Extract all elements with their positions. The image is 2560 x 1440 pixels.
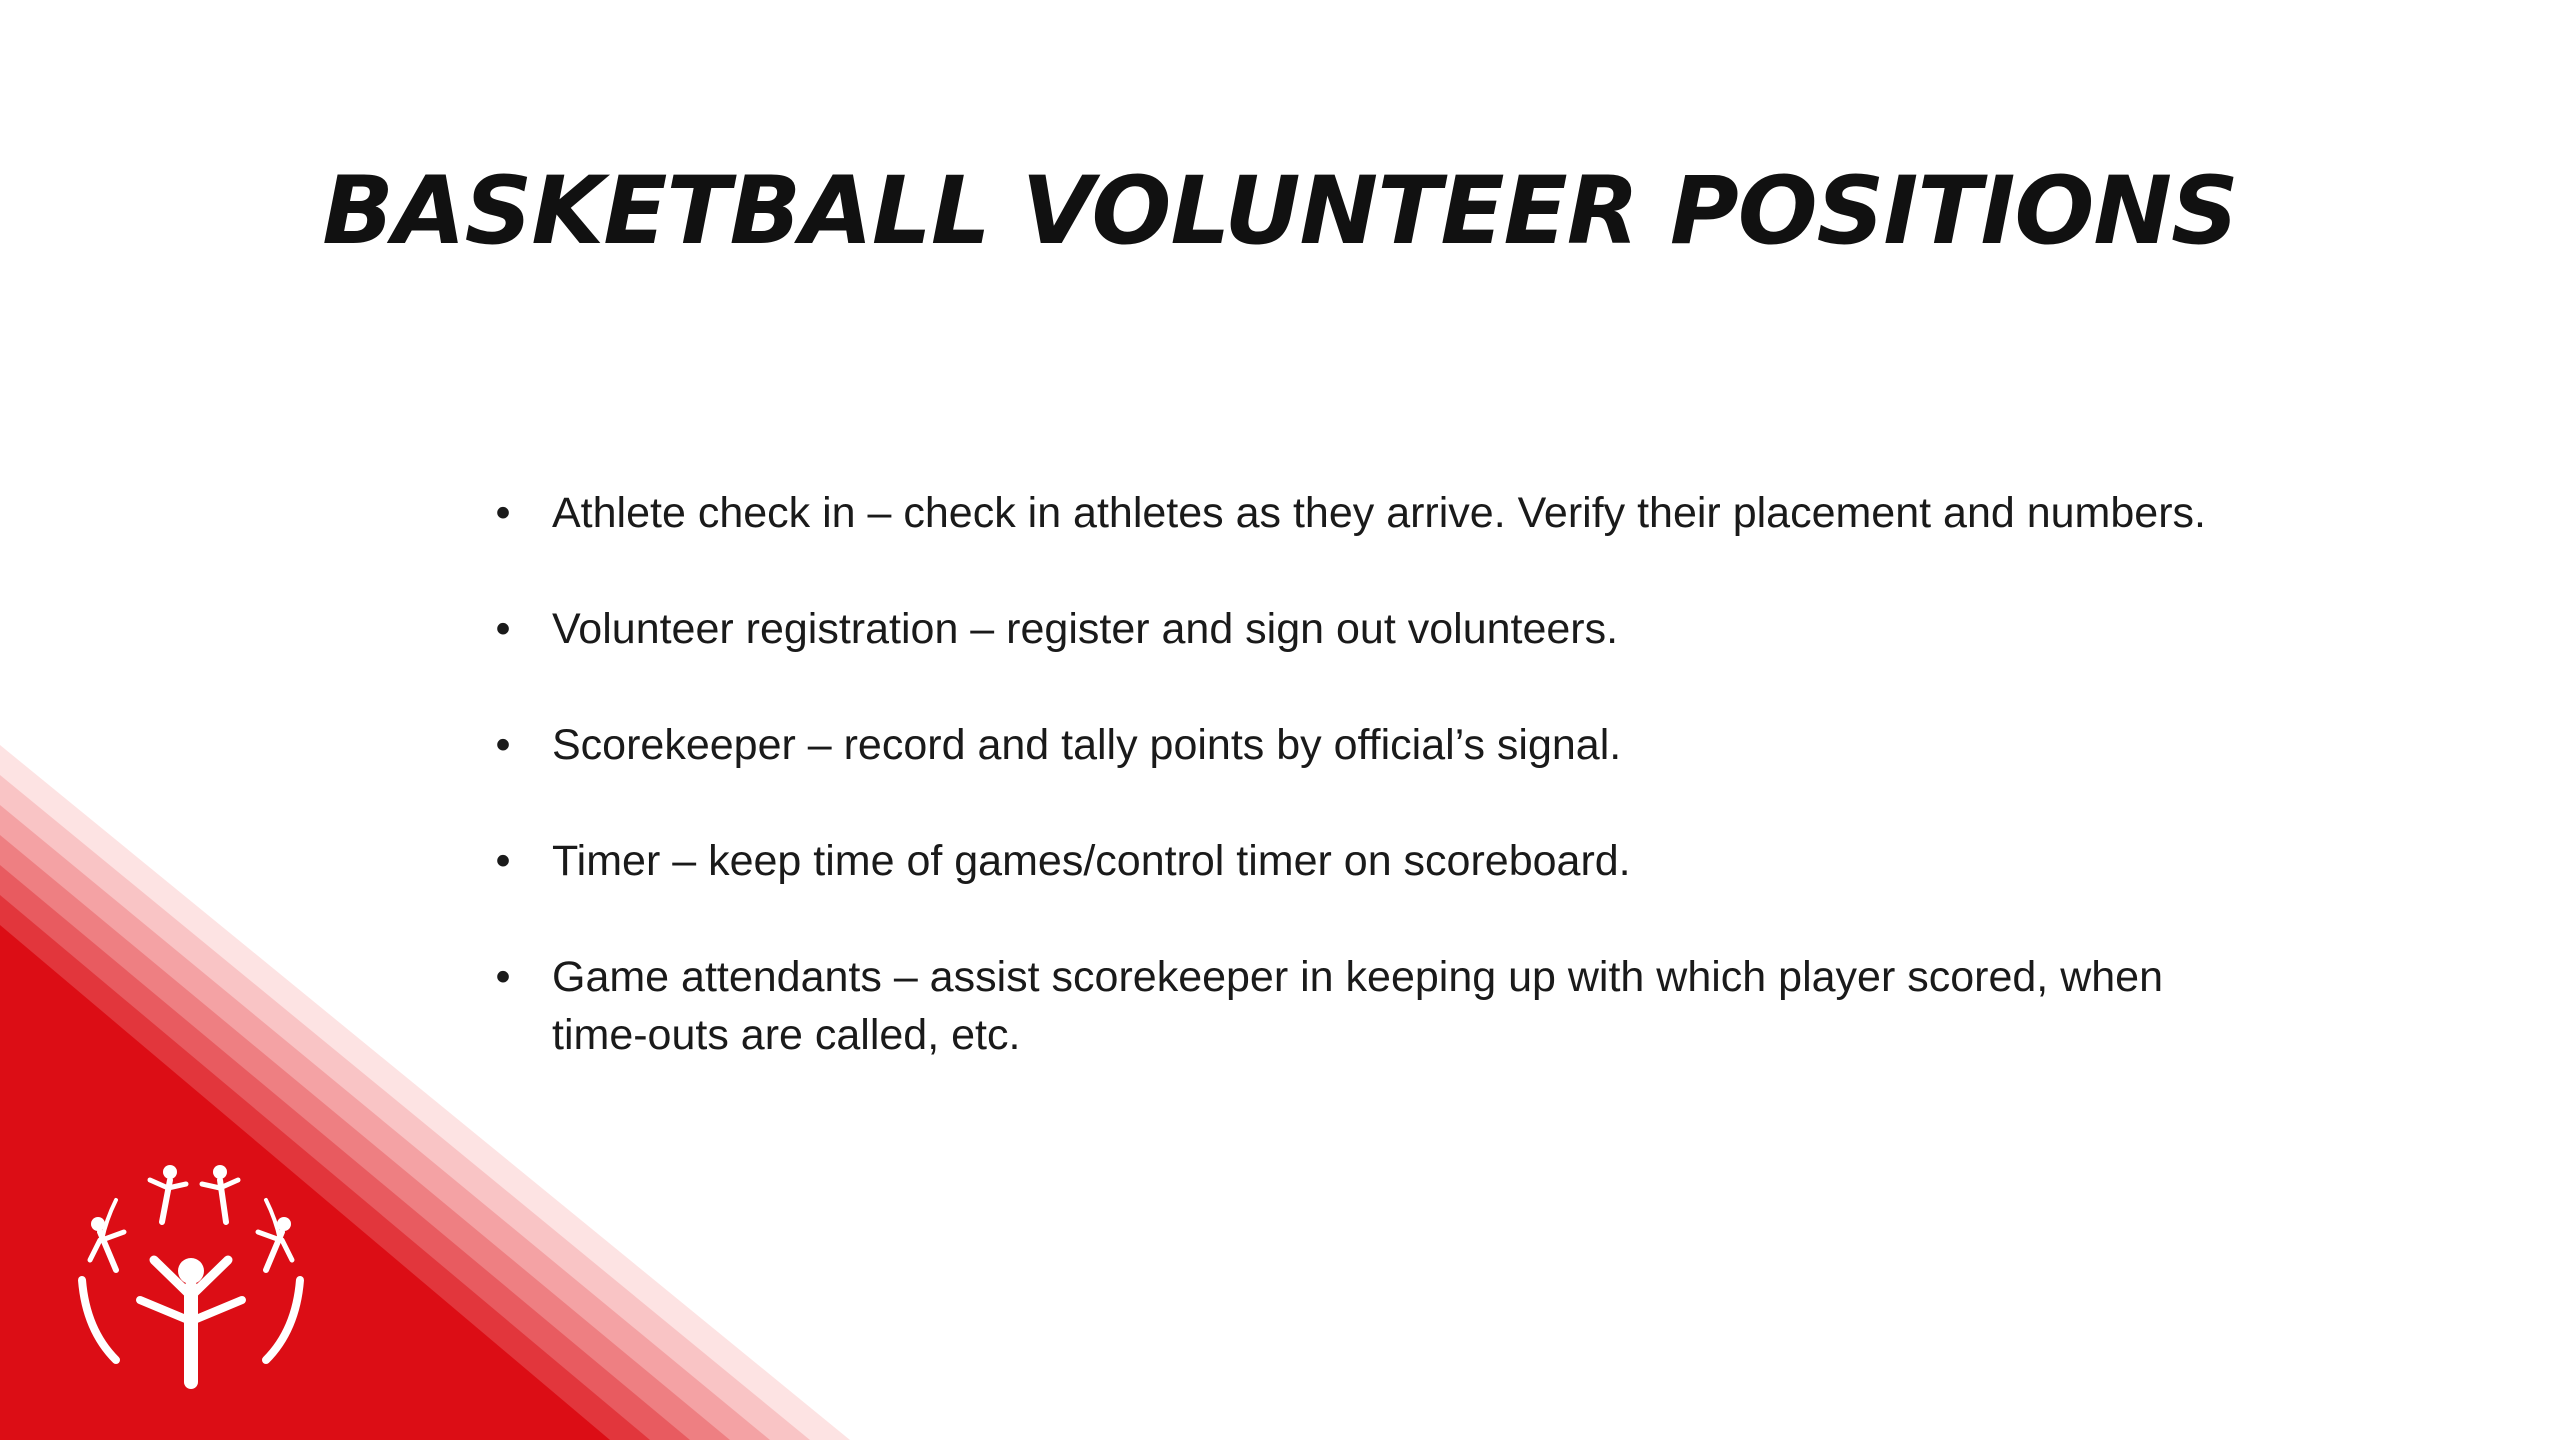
list-item-text: Game attendants – assist scorekeeper in keeping up with which player scored, when time-outs are called, etc. xyxy=(552,953,2163,1059)
volunteer-positions-list xyxy=(488,484,2208,1122)
bullet-icon: • xyxy=(495,837,511,885)
list-item xyxy=(488,484,2208,542)
bullet-icon: • xyxy=(495,953,511,1001)
bullet-icon: • xyxy=(495,721,511,769)
list-item-text: Volunteer registration – register and sign out volunteers. xyxy=(552,605,1619,653)
list-item xyxy=(488,948,2208,1064)
list-item-text: Scorekeeper – record and tally points by official’s signal. xyxy=(552,721,1622,769)
list-item-text: Timer – keep time of games/control timer on scoreboard. xyxy=(552,837,1631,885)
list-item xyxy=(488,600,2208,658)
list-item-text: Athlete check in – check in athletes as they arrive. Verify their placement and numbers. xyxy=(552,489,2206,537)
special-olympics-logo-icon xyxy=(76,1160,306,1396)
slide-title: BASKETBALL VOLUNTEER POSITIONS xyxy=(322,157,2238,266)
bullet-icon: • xyxy=(495,489,511,537)
list-item xyxy=(488,716,2208,774)
bullet-icon: • xyxy=(495,605,511,653)
list-item xyxy=(488,832,2208,890)
